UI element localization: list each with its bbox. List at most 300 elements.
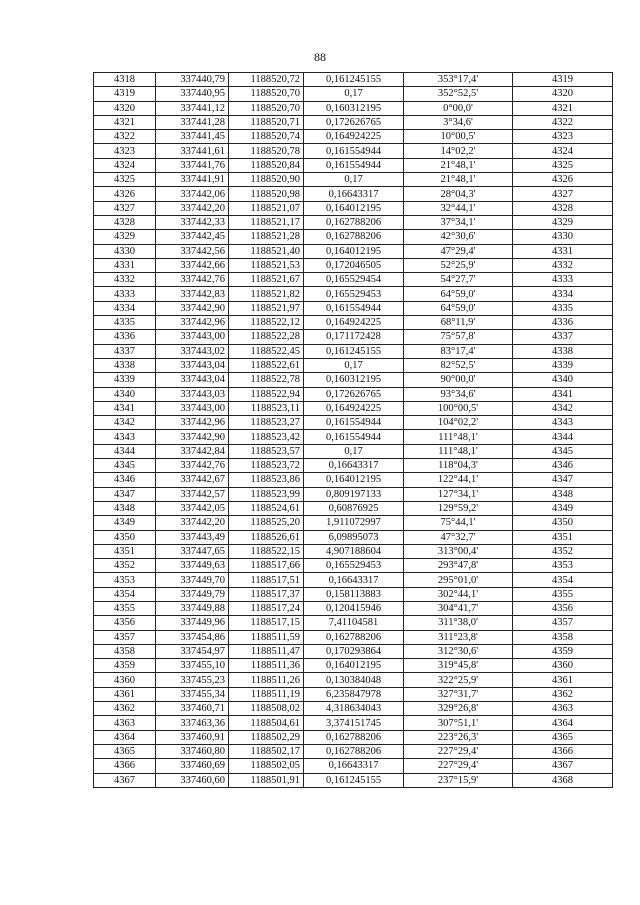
bearing-cell: 32°44,1' [404,201,513,215]
y-coordinate-cell: 1188517,66 [229,559,304,573]
y-coordinate-cell: 1188502,17 [229,744,304,758]
x-coordinate-cell: 337443,02 [156,344,229,358]
point-number-cell: 4355 [94,601,156,615]
point-number-cell: 4351 [94,544,156,558]
bearing-cell: 83°17,4' [404,344,513,358]
point-number-cell: 4353 [94,573,156,587]
point-number-cell: 4342 [94,416,156,430]
next-point-cell: 4366 [513,744,613,758]
y-coordinate-cell: 1188523,72 [229,459,304,473]
y-coordinate-cell: 1188524,61 [229,501,304,515]
next-point-cell: 4346 [513,459,613,473]
y-coordinate-cell: 1188504,61 [229,716,304,730]
x-coordinate-cell: 337442,76 [156,273,229,287]
table-row [94,530,613,544]
table-row [94,673,613,687]
x-coordinate-cell: 337442,20 [156,201,229,215]
next-point-cell: 4356 [513,601,613,615]
next-point-cell: 4344 [513,430,613,444]
table-row [94,516,613,530]
next-point-cell: 4336 [513,316,613,330]
point-number-cell: 4348 [94,501,156,515]
next-point-cell: 4332 [513,258,613,272]
next-point-cell: 4347 [513,473,613,487]
x-coordinate-cell: 337455,10 [156,659,229,673]
point-number-cell: 4358 [94,644,156,658]
bearing-cell: 129°59,2' [404,501,513,515]
next-point-cell: 4338 [513,344,613,358]
y-coordinate-cell: 1188526,61 [229,530,304,544]
bearing-cell: 21°48,1' [404,173,513,187]
bearing-cell: 10°00,5' [404,130,513,144]
length-cell: 0,809197133 [304,487,404,501]
x-coordinate-cell: 337441,45 [156,130,229,144]
length-cell: 0,164012195 [304,201,404,215]
point-number-cell: 4325 [94,173,156,187]
bearing-cell: 28°04,3' [404,187,513,201]
y-coordinate-cell: 1188522,45 [229,344,304,358]
x-coordinate-cell: 337449,63 [156,559,229,573]
y-coordinate-cell: 1188522,15 [229,544,304,558]
x-coordinate-cell: 337442,84 [156,444,229,458]
length-cell: 0,160312195 [304,373,404,387]
bearing-cell: 42°30,6' [404,230,513,244]
y-coordinate-cell: 1188508,02 [229,702,304,716]
bearing-cell: 0°00,0' [404,101,513,115]
table-row [94,130,613,144]
point-number-cell: 4322 [94,130,156,144]
x-coordinate-cell: 337442,96 [156,416,229,430]
y-coordinate-cell: 1188517,37 [229,587,304,601]
bearing-cell: 47°32,7' [404,530,513,544]
y-coordinate-cell: 1188523,42 [229,430,304,444]
y-coordinate-cell: 1188521,67 [229,273,304,287]
point-number-cell: 4359 [94,659,156,673]
next-point-cell: 4355 [513,587,613,601]
table-row [94,358,613,372]
x-coordinate-cell: 337442,33 [156,215,229,229]
point-number-cell: 4356 [94,616,156,630]
next-point-cell: 4319 [513,73,613,87]
bearing-cell: 3°34,6' [404,115,513,129]
table-row [94,487,613,501]
y-coordinate-cell: 1188511,47 [229,644,304,658]
x-coordinate-cell: 337449,79 [156,587,229,601]
next-point-cell: 4320 [513,87,613,101]
page-number: 88 [314,50,326,64]
y-coordinate-cell: 1188523,86 [229,473,304,487]
bearing-cell: 302°44,1' [404,587,513,601]
table-row [94,559,613,573]
point-number-cell: 4352 [94,559,156,573]
x-coordinate-cell: 337454,86 [156,630,229,644]
x-coordinate-cell: 337442,06 [156,187,229,201]
point-number-cell: 4364 [94,730,156,744]
y-coordinate-cell: 1188523,57 [229,444,304,458]
bearing-cell: 21°48,1' [404,158,513,172]
point-number-cell: 4360 [94,673,156,687]
bearing-cell: 304°41,7' [404,601,513,615]
table-row [94,716,613,730]
length-cell: 0,161245155 [304,73,404,87]
y-coordinate-cell: 1188511,36 [229,659,304,673]
length-cell: 0,162788206 [304,630,404,644]
length-cell: 0,172626765 [304,387,404,401]
bearing-cell: 319°45,8' [404,659,513,673]
point-number-cell: 4363 [94,716,156,730]
point-number-cell: 4319 [94,87,156,101]
bearing-cell: 82°52,5' [404,358,513,372]
point-number-cell: 4340 [94,387,156,401]
table-row [94,187,613,201]
point-number-cell: 4336 [94,330,156,344]
point-number-cell: 4346 [94,473,156,487]
x-coordinate-cell: 337443,00 [156,401,229,415]
y-coordinate-cell: 1188517,51 [229,573,304,587]
point-number-cell: 4328 [94,215,156,229]
x-coordinate-cell: 337441,28 [156,115,229,129]
table-row [94,287,613,301]
point-number-cell: 4343 [94,430,156,444]
x-coordinate-cell: 337442,90 [156,301,229,315]
next-point-cell: 4343 [513,416,613,430]
x-coordinate-cell: 337460,91 [156,730,229,744]
length-cell: 0,158113883 [304,587,404,601]
length-cell: 0,172046505 [304,258,404,272]
y-coordinate-cell: 1188521,82 [229,287,304,301]
point-number-cell: 4362 [94,702,156,716]
table-row [94,730,613,744]
point-number-cell: 4332 [94,273,156,287]
next-point-cell: 4363 [513,702,613,716]
y-coordinate-cell: 1188517,15 [229,616,304,630]
length-cell: 4,318634043 [304,702,404,716]
y-coordinate-cell: 1188511,19 [229,687,304,701]
y-coordinate-cell: 1188517,24 [229,601,304,615]
y-coordinate-cell: 1188521,97 [229,301,304,315]
table-row [94,459,613,473]
bearing-cell: 54°27,7' [404,273,513,287]
table-row [94,702,613,716]
table-row [94,344,613,358]
bearing-cell: 104°02,2' [404,416,513,430]
y-coordinate-cell: 1188521,17 [229,215,304,229]
point-number-cell: 4350 [94,530,156,544]
table-row [94,573,613,587]
y-coordinate-cell: 1188522,28 [229,330,304,344]
length-cell: 0,171172428 [304,330,404,344]
next-point-cell: 4349 [513,501,613,515]
length-cell: 0,165529453 [304,287,404,301]
point-number-cell: 4323 [94,144,156,158]
point-number-cell: 4357 [94,630,156,644]
y-coordinate-cell: 1188523,99 [229,487,304,501]
point-number-cell: 4338 [94,358,156,372]
y-coordinate-cell: 1188521,53 [229,258,304,272]
next-point-cell: 4353 [513,559,613,573]
table-row [94,416,613,430]
next-point-cell: 4333 [513,273,613,287]
point-number-cell: 4334 [94,301,156,315]
bearing-cell: 75°57,8' [404,330,513,344]
length-cell: 0,164924225 [304,316,404,330]
length-cell: 0,162788206 [304,215,404,229]
next-point-cell: 4342 [513,401,613,415]
table-row [94,258,613,272]
y-coordinate-cell: 1188522,78 [229,373,304,387]
length-cell: 0,172626765 [304,115,404,129]
point-number-cell: 4339 [94,373,156,387]
x-coordinate-cell: 337460,71 [156,702,229,716]
table-row [94,230,613,244]
next-point-cell: 4334 [513,287,613,301]
table-row [94,330,613,344]
next-point-cell: 4368 [513,773,613,787]
next-point-cell: 4325 [513,158,613,172]
length-cell: 0,130384048 [304,673,404,687]
length-cell: 0,164012195 [304,659,404,673]
y-coordinate-cell: 1188520,98 [229,187,304,201]
point-number-cell: 4333 [94,287,156,301]
table-row [94,301,613,315]
length-cell: 0,60876925 [304,501,404,515]
length-cell: 0,164012195 [304,244,404,258]
point-number-cell: 4354 [94,587,156,601]
point-number-cell: 4361 [94,687,156,701]
bearing-cell: 111°48,1' [404,430,513,444]
x-coordinate-cell: 337441,12 [156,101,229,115]
y-coordinate-cell: 1188523,11 [229,401,304,415]
point-number-cell: 4321 [94,115,156,129]
next-point-cell: 4340 [513,373,613,387]
y-coordinate-cell: 1188520,71 [229,115,304,129]
x-coordinate-cell: 337442,96 [156,316,229,330]
length-cell: 0,164924225 [304,401,404,415]
next-point-cell: 4358 [513,630,613,644]
x-coordinate-cell: 337442,66 [156,258,229,272]
bearing-cell: 352°52,5' [404,87,513,101]
y-coordinate-cell: 1188520,84 [229,158,304,172]
y-coordinate-cell: 1188522,94 [229,387,304,401]
x-coordinate-cell: 337455,23 [156,673,229,687]
length-cell: 0,17 [304,444,404,458]
x-coordinate-cell: 337443,49 [156,530,229,544]
x-coordinate-cell: 337449,88 [156,601,229,615]
point-number-cell: 4330 [94,244,156,258]
table-row [94,687,613,701]
x-coordinate-cell: 337440,95 [156,87,229,101]
table-row [94,387,613,401]
x-coordinate-cell: 337441,91 [156,173,229,187]
bearing-cell: 14°02,2' [404,144,513,158]
bearing-cell: 100°00,5' [404,401,513,415]
next-point-cell: 4323 [513,130,613,144]
point-number-cell: 4320 [94,101,156,115]
bearing-cell: 90°00,0' [404,373,513,387]
next-point-cell: 4367 [513,759,613,773]
point-number-cell: 4349 [94,516,156,530]
bearing-cell: 52°25,9' [404,258,513,272]
point-number-cell: 4366 [94,759,156,773]
length-cell: 7,41104581 [304,616,404,630]
next-point-cell: 4324 [513,144,613,158]
point-number-cell: 4326 [94,187,156,201]
bearing-cell: 295°01,0' [404,573,513,587]
x-coordinate-cell: 337442,57 [156,487,229,501]
length-cell: 0,164012195 [304,473,404,487]
y-coordinate-cell: 1188522,12 [229,316,304,330]
x-coordinate-cell: 337443,00 [156,330,229,344]
length-cell: 0,161245155 [304,773,404,787]
bearing-cell: 311°23,8' [404,630,513,644]
bearing-cell: 93°34,6' [404,387,513,401]
x-coordinate-cell: 337443,04 [156,373,229,387]
x-coordinate-cell: 337455,34 [156,687,229,701]
table-row [94,87,613,101]
table-row [94,544,613,558]
length-cell: 0,120415946 [304,601,404,615]
next-point-cell: 4352 [513,544,613,558]
point-number-cell: 4347 [94,487,156,501]
bearing-cell: 313°00,4' [404,544,513,558]
next-point-cell: 4351 [513,530,613,544]
next-point-cell: 4327 [513,187,613,201]
x-coordinate-cell: 337442,45 [156,230,229,244]
y-coordinate-cell: 1188521,40 [229,244,304,258]
bearing-cell: 327°31,7' [404,687,513,701]
length-cell: 0,16643317 [304,759,404,773]
point-number-cell: 4365 [94,744,156,758]
x-coordinate-cell: 337442,67 [156,473,229,487]
length-cell: 0,162788206 [304,730,404,744]
x-coordinate-cell: 337442,90 [156,430,229,444]
y-coordinate-cell: 1188520,70 [229,101,304,115]
table-row [94,244,613,258]
next-point-cell: 4365 [513,730,613,744]
table-row [94,644,613,658]
next-point-cell: 4359 [513,644,613,658]
y-coordinate-cell: 1188502,05 [229,759,304,773]
bearing-cell: 353°17,4' [404,73,513,87]
bearing-cell: 47°29,4' [404,244,513,258]
table-row [94,273,613,287]
bearing-cell: 111°48,1' [404,444,513,458]
point-number-cell: 4341 [94,401,156,415]
point-number-cell: 4335 [94,316,156,330]
next-point-cell: 4362 [513,687,613,701]
x-coordinate-cell: 337441,76 [156,158,229,172]
coordinates-table [93,72,613,788]
length-cell: 0,170293864 [304,644,404,658]
table-row [94,115,613,129]
bearing-cell: 75°44,1' [404,516,513,530]
table-row [94,773,613,787]
table-row [94,430,613,444]
length-cell: 0,165529454 [304,273,404,287]
table-row [94,73,613,87]
next-point-cell: 4350 [513,516,613,530]
coordinates-table-body [94,73,613,788]
point-number-cell: 4324 [94,158,156,172]
point-number-cell: 4327 [94,201,156,215]
bearing-cell: 68°11,9' [404,316,513,330]
bearing-cell: 127°34,1' [404,487,513,501]
next-point-cell: 4360 [513,659,613,673]
bearing-cell: 37°34,1' [404,215,513,229]
bearing-cell: 227°29,4' [404,759,513,773]
x-coordinate-cell: 337463,36 [156,716,229,730]
table-row [94,630,613,644]
y-coordinate-cell: 1188520,90 [229,173,304,187]
next-point-cell: 4339 [513,358,613,372]
length-cell: 4,907188604 [304,544,404,558]
bearing-cell: 312°30,6' [404,644,513,658]
table-row [94,101,613,115]
next-point-cell: 4330 [513,230,613,244]
table-row [94,401,613,415]
length-cell: 6,235847978 [304,687,404,701]
x-coordinate-cell: 337442,76 [156,459,229,473]
y-coordinate-cell: 1188520,70 [229,87,304,101]
next-point-cell: 4331 [513,244,613,258]
length-cell: 0,160312195 [304,101,404,115]
next-point-cell: 4364 [513,716,613,730]
x-coordinate-cell: 337442,05 [156,501,229,515]
table-row [94,158,613,172]
length-cell: 0,161554944 [304,144,404,158]
point-number-cell: 4331 [94,258,156,272]
length-cell: 0,161554944 [304,301,404,315]
next-point-cell: 4357 [513,616,613,630]
next-point-cell: 4361 [513,673,613,687]
bearing-cell: 223°26,3' [404,730,513,744]
y-coordinate-cell: 1188501,91 [229,773,304,787]
bearing-cell: 307°51,1' [404,716,513,730]
length-cell: 0,17 [304,173,404,187]
next-point-cell: 4326 [513,173,613,187]
y-coordinate-cell: 1188525,20 [229,516,304,530]
x-coordinate-cell: 337449,70 [156,573,229,587]
y-coordinate-cell: 1188520,78 [229,144,304,158]
length-cell: 0,162788206 [304,744,404,758]
table-row [94,744,613,758]
x-coordinate-cell: 337454,97 [156,644,229,658]
table-row [94,215,613,229]
table-row [94,473,613,487]
table-row [94,601,613,615]
table-row [94,444,613,458]
next-point-cell: 4341 [513,387,613,401]
bearing-cell: 227°29,4' [404,744,513,758]
bearing-cell: 329°26,8' [404,702,513,716]
next-point-cell: 4348 [513,487,613,501]
next-point-cell: 4329 [513,215,613,229]
length-cell: 0,161554944 [304,430,404,444]
y-coordinate-cell: 1188521,28 [229,230,304,244]
length-cell: 6,09895073 [304,530,404,544]
bearing-cell: 237°15,9' [404,773,513,787]
table-row [94,587,613,601]
y-coordinate-cell: 1188511,59 [229,630,304,644]
table-row [94,373,613,387]
x-coordinate-cell: 337460,80 [156,744,229,758]
table-row [94,616,613,630]
length-cell: 0,17 [304,87,404,101]
next-point-cell: 4335 [513,301,613,315]
length-cell: 0,165529453 [304,559,404,573]
bearing-cell: 311°38,0' [404,616,513,630]
length-cell: 0,16643317 [304,187,404,201]
